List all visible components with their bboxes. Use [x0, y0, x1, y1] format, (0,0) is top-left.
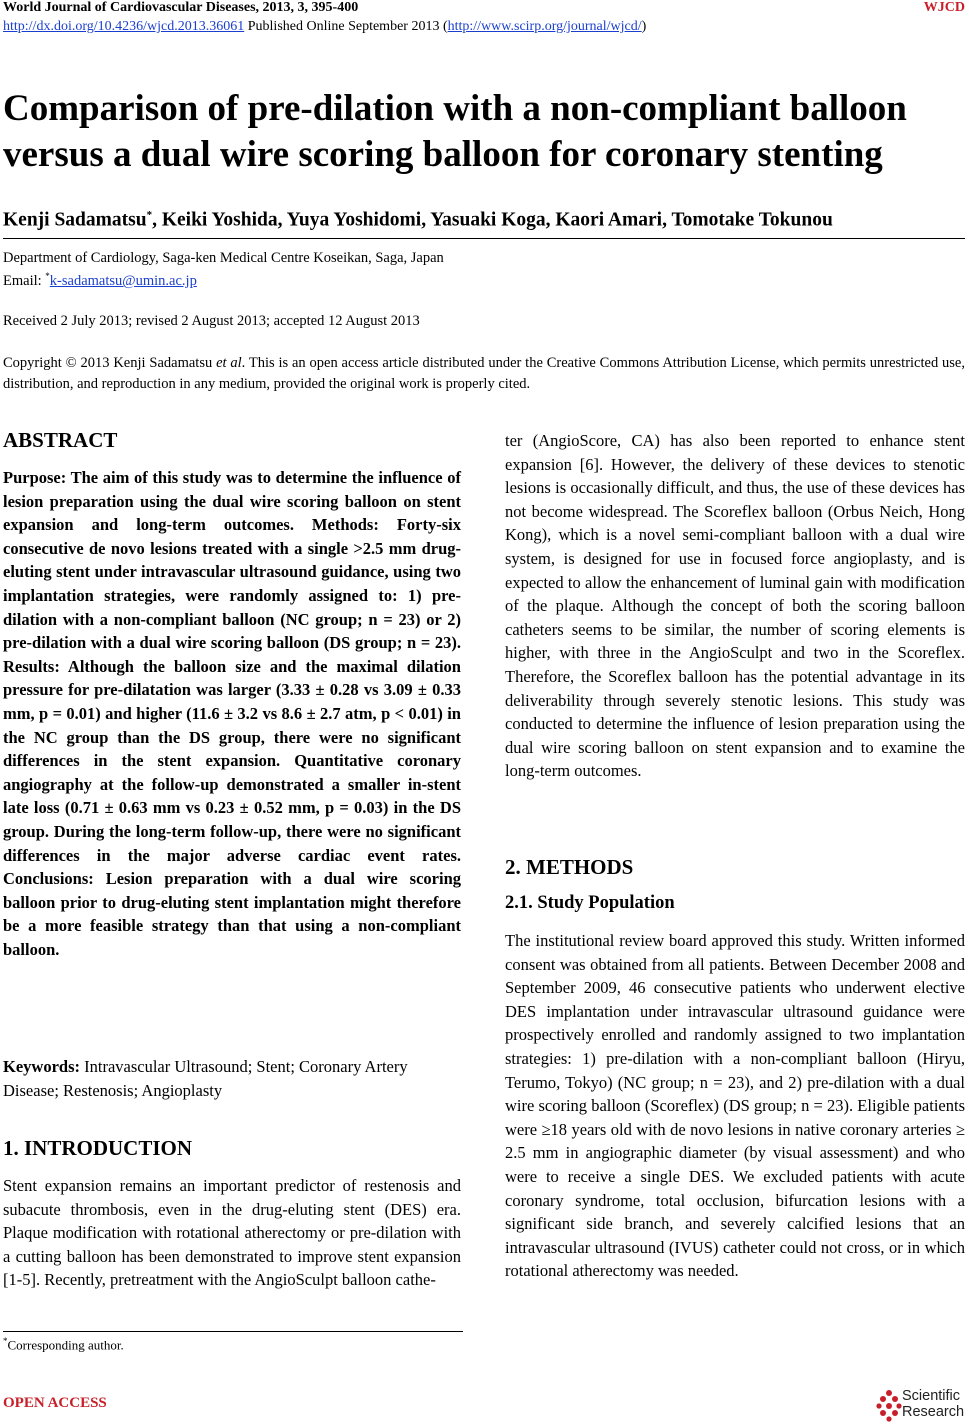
corresponding-mark: * — [146, 209, 153, 221]
closing-paren: ) — [641, 19, 647, 34]
email-mark: * — [45, 271, 50, 281]
footnote-text: Corresponding author. — [7, 1337, 124, 1353]
email-label: Email: — [3, 272, 46, 289]
publisher-logo — [876, 1388, 968, 1423]
keywords-list: Intravascular Ultrasound; Stent; Coronary Artery Disease; Restenosis; Angioplasty — [3, 1057, 408, 1100]
abstract-body: Purpose: The aim of this study was to determine the influence of lesion preparation using the dual wire scoring balloon on stent expansion and long-term outcomes. Methods: Forty-six consecutive de novo lesions treated with a single >2.5 mm drug-eluting stent under intravascular ultrasound guidance, using two implantation strategies, were randomly assigned to: 1) pre-dilation with a non-compliant balloon (NC group; n = 23) or 2) pre-dilation with a dual wire scoring balloon (DS group; n = 23). Results: Although the balloon size and the maximal dilation pressure for pre-dilatation was larger (3.33 ± 0.28 vs 3.09 ± 0.33 mm, p = 0.01) and higher (11.6 ± 3.2 vs 8.6 ± 2.7 atm, p < 0.01) in the NC group than the DS group, there were no significant differences in the stent expansion. Quantitative coronary angiography at the follow-up demonstrated a smaller in-stent late loss (0.71 ± 0.63 mm vs 0.23 ± 0.52 mm, p = 0.03) in the DS group. During the long-term follow-up, there were no significant differences in the major adverse cardiac event rates. Conclusions: Lesion preparation with a dual wire scoring balloon prior to drug-eluting stent implantation might therefore be a more feasible strategy than that using a non-compliant balloon. — [3, 468, 461, 959]
footnote-mark: * — [3, 1336, 8, 1346]
study-population-heading: 2.1. Study Population — [505, 893, 675, 913]
introduction-paragraph: Stent expansion remains an important predictor of restenosis and subacute thrombosis, even in the drug-eluting stent (DES) era. Plaque modification with rotational atherectomy or pre-dilation with a cutting balloon has been demonstrated to improve stent expansion [1-5]. Recently, pretreatment with the AngioSculpt balloon cathe- — [3, 1176, 461, 1290]
journal-link[interactable]: http://www.scirp.org/journal/wjcd/ — [447, 19, 642, 34]
email-link[interactable]: k-sadamatsu@umin.ac.jp — [49, 272, 197, 289]
study-population-text: The institutional review board approved this study. Written informed consent was obtained from all patients. Between December 2008 and September 2009, 46 consecutive patients who underwent elective DES implantation under intravascular ultrasound guidance were prospectively enrolled and randomly assigned to two implantation strategies: 1) pre-dilation with a non-compliant balloon (Hiryu, Terumo, Tokyo) (NC group; n = 23), and 2) pre-dilation with a dual wire scoring balloon (Scoreflex) (DS group; n = 23). Eligible patients were ≥18 years old with de novo lesions in native coronary arteries ≥ 2.5 mm in angiographic diameter (by visual assessment) and who were to receive a single DES. We excluded patients with acute coronary syndrome, total occlusion, bifurcation lesions with a significant side branch, and severely calcified lesions that an intravascular ultrasound (IVUS) catheter could not cross, or in which rotational atherectomy was needed. — [505, 931, 965, 1281]
introduction-part-left — [3, 1174, 461, 1319]
publisher-line2: Research — [902, 1404, 965, 1420]
footnote — [3, 1336, 124, 1353]
journal-code: WJCD — [923, 0, 965, 15]
email-line — [3, 271, 197, 290]
methods-heading: 2. METHODS — [505, 855, 634, 879]
keywords — [3, 1055, 461, 1102]
received-dates: Received 2 July 2013; revised 2 August 2013; accepted 12 August 2013 — [3, 313, 420, 329]
introduction-heading: 1. INTRODUCTION — [3, 1136, 193, 1160]
copyright-etal: et al — [216, 355, 242, 371]
footnote-divider — [3, 1331, 463, 1332]
keywords-label: Keywords: — [3, 1057, 80, 1076]
other-authors: , Keiki Yoshida, Yuya Yoshidomi, Yasuaki Koga, Kaori Amari, Tomotake Tokunou — [152, 209, 833, 231]
author-list — [3, 209, 833, 232]
copyright-pre: Copyright © 2013 Kenji Sadamatsu — [3, 355, 217, 371]
corresponding-author: Kenji Sadamatsu — [3, 209, 147, 231]
published-text: Published Online September 2013 ( — [244, 19, 448, 34]
doi-link[interactable]: http://dx.doi.org/10.4236/wjcd.2013.36061 — [3, 19, 245, 34]
publisher-line1: Scientific — [902, 1388, 961, 1404]
publication-line — [3, 19, 646, 35]
introduction-continued: ter (AngioScore, CA) has also been reported to enhance stent expansion [6]. However, the delivery of these devices to stenotic lesions is occasionally difficult, and thus, the use of these devices has not become widespread. The Scoreflex balloon (Orbus Neich, Hong Kong), which is a novel semi-compliant balloon with a dual wire system, is designed for use in focused force angioplasty, and is expected to allow the enhancement of luminal gain with modification of the plaque. Although the concept of both the scoring balloon catheters seems to be similar, the number of scoring elements is higher, with three in the AngioSculpt and two in the Scoreflex. Therefore, the Scoreflex balloon has the potential advantage in its deliverability through severely stenotic lesions. This study was conducted to determine the influence of lesion preparation using the dual wire scoring balloon on stent expansion and to examine the long-term outcomes. — [505, 431, 965, 781]
copyright-post: . This is an open access article distributed under the Creative Commons Attribution License, which permits unrestricted use, distribution, and reproduction in any medium, provided the original work is properly cited. — [3, 355, 965, 392]
article-title: Comparison of pre-dilation with a non-compliant balloon versus a dual wire scoring balloon for coronary stenting — [3, 88, 907, 175]
affiliation: Department of Cardiology, Saga-ken Medical Centre Koseikan, Saga, Japan — [3, 250, 444, 266]
publisher-logo-icon — [876, 1388, 902, 1422]
publisher-name — [902, 1388, 964, 1420]
open-access-label: OPEN ACCESS — [3, 1395, 107, 1411]
title-divider — [3, 238, 965, 239]
running-header-journal: World Journal of Cardiovascular Diseases, 2013, 3, 395-400 — [3, 0, 359, 15]
abstract-heading: ABSTRACT — [3, 428, 118, 452]
copyright-notice — [3, 353, 965, 395]
